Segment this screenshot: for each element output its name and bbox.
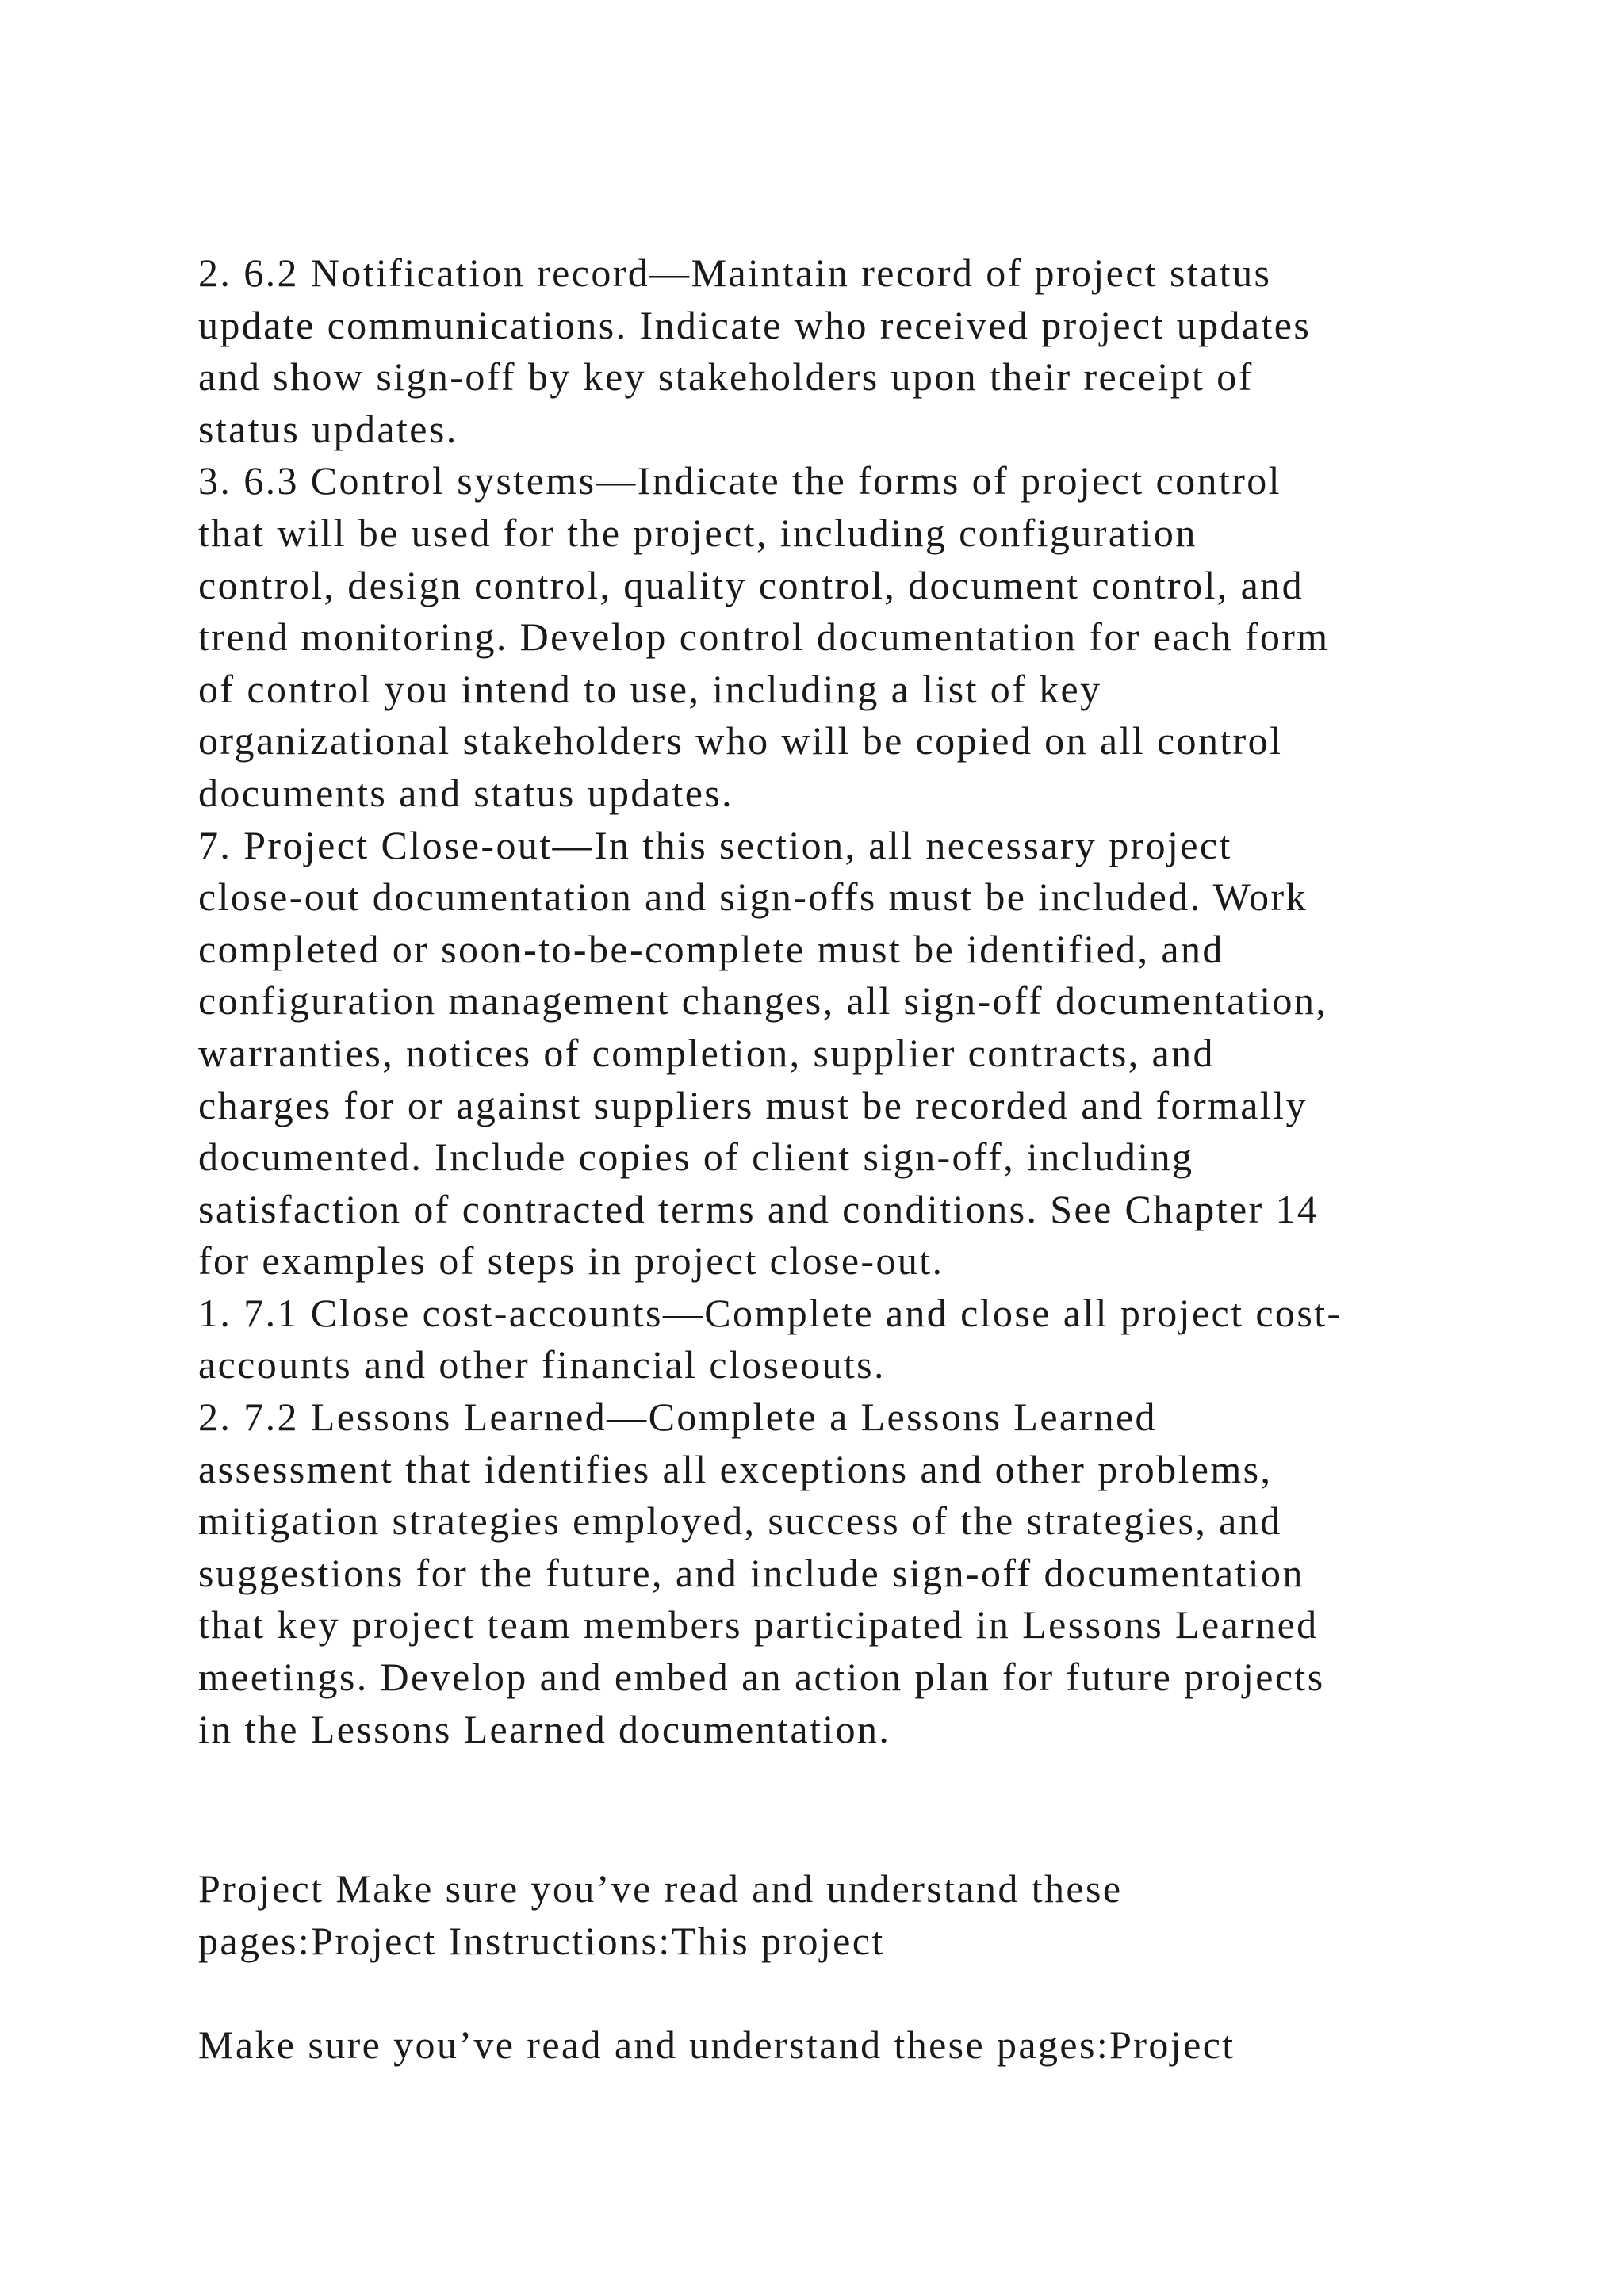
text-line: that will be used for the project, including configuration	[198, 510, 1197, 555]
text-line: in the Lessons Learned documentation.	[198, 1706, 891, 1751]
text-line: assessment that identifies all exceptions and other problems,	[198, 1446, 1273, 1491]
text-line: 2. 7.2 Lessons Learned—Complete a Lessons Learned	[198, 1395, 1157, 1440]
text-line: 2. 6.2 Notification record—Maintain record of project status	[198, 251, 1272, 295]
text-line: satisfaction of contracted terms and conditions. See Chapter 14	[198, 1186, 1320, 1231]
text-line: Project Make sure you’ve read and understand these	[198, 1866, 1123, 1911]
main-text-block	[198, 247, 1499, 1755]
text-line: 3. 6.3 Control systems—Indicate the forms of project control	[198, 458, 1281, 503]
text-line: of control you intend to use, including a list of key	[198, 666, 1102, 711]
text-line: close-out documentation and sign-offs must be included. Work	[198, 874, 1308, 920]
text-line: meetings. Develop and embed an action plan for future projects	[198, 1655, 1325, 1700]
project-heading-block	[198, 1863, 1499, 1967]
text-line: 1. 7.1 Close cost-accounts—Complete and close all project cost-	[198, 1290, 1342, 1335]
text-line: completed or soon-to-be-complete must be identified, and	[198, 926, 1224, 971]
text-line: status updates.	[198, 406, 458, 451]
text-line: accounts and other financial closeouts.	[198, 1342, 886, 1387]
text-line: suggestions for the future, and include sign-off documentation	[198, 1550, 1304, 1595]
text-line: configuration management changes, all sign-off documentation,	[198, 978, 1328, 1024]
text-line: mitigation strategies employed, success of the strategies, and	[198, 1498, 1282, 1544]
text-line: documented. Include copies of client sign-off, including	[198, 1135, 1194, 1180]
text-line: organizational stakeholders who will be copied on all control	[198, 718, 1283, 763]
text-line: trend monitoring. Develop control documentation for each form	[198, 614, 1330, 660]
text-line: that key project team members participated in Lessons Learned	[198, 1602, 1319, 1647]
text-line: control, design control, quality control, document control, and	[198, 562, 1304, 607]
text-line: Make sure you’ve read and understand these pages:Project	[198, 2022, 1235, 2067]
closing-text-block	[198, 2019, 1499, 2072]
text-line: for examples of steps in project close-out.	[198, 1238, 944, 1284]
text-line: charges for or against suppliers must be recorded and formally	[198, 1082, 1308, 1127]
text-line: update communications. Indicate who received project updates	[198, 302, 1312, 347]
text-line: and show sign-off by key stakeholders upon their receipt of	[198, 354, 1254, 400]
text-line: 7. Project Close-out—In this section, all necessary project	[198, 822, 1232, 867]
text-line: warranties, notices of completion, supplier contracts, and	[198, 1030, 1215, 1075]
text-line: pages:Project Instructions:This project	[198, 1918, 885, 1963]
text-line: documents and status updates.	[198, 770, 734, 815]
